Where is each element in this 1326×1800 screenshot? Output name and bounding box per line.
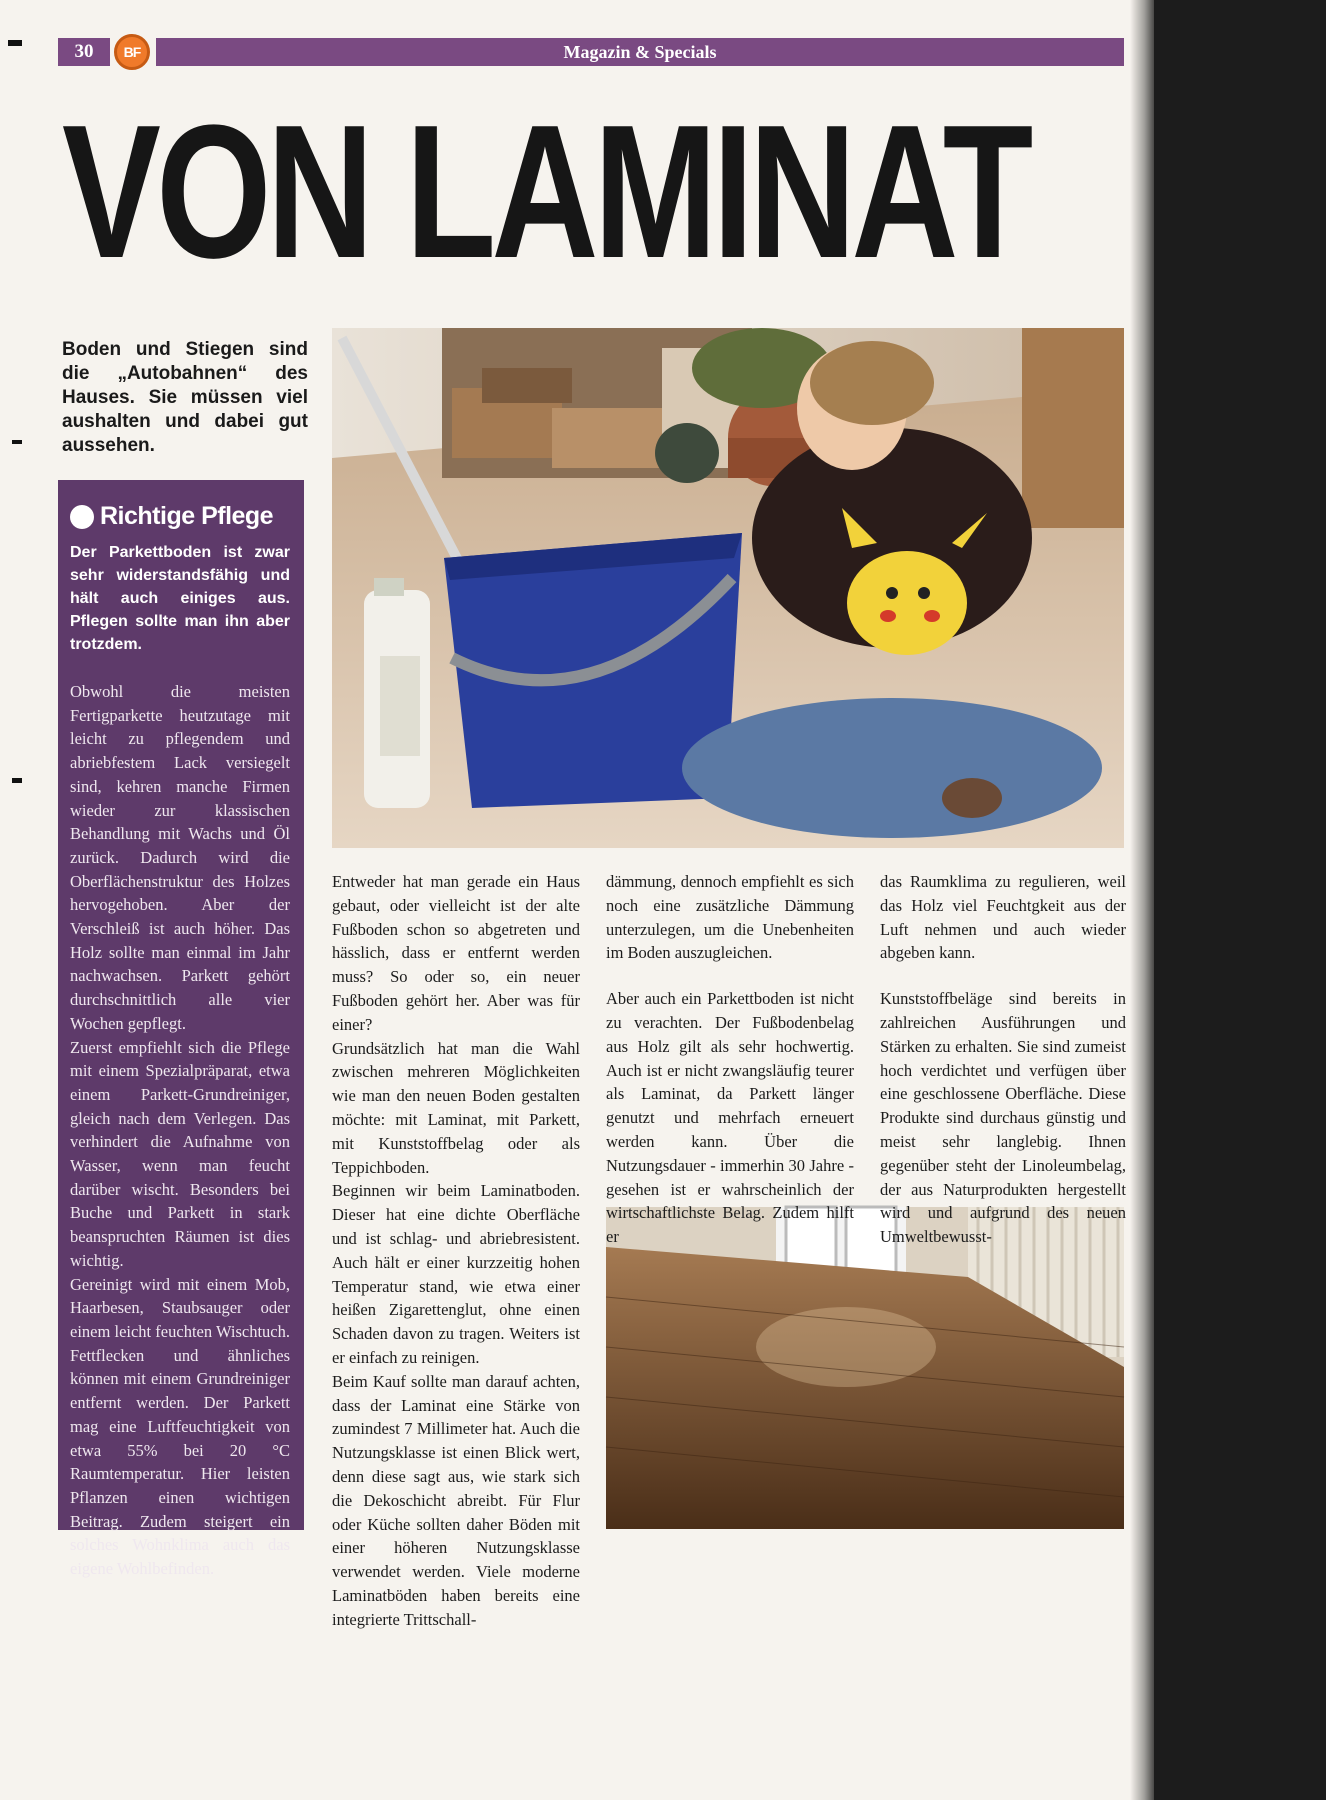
article-column-3	[880, 870, 1126, 1249]
sidebar-heading	[70, 502, 290, 531]
photo-child-with-bucket	[332, 328, 1124, 848]
page-gutter-shadow	[1130, 0, 1154, 1800]
article-paragraph: Grundsätzlich hat man die Wahl zwischen mehreren Möglichkeiten wie man den neuen Boden gestalten möchte: mit Laminat, mit Parkett, mit Kunststoffbelag oder als Teppichboden.	[332, 1038, 580, 1177]
sidebar-paragraph: Zuerst empfiehlt sich die Pflege mit einem Spezialpräparat, etwa einem Parkett-Grundreiniger, gleich nach dem Verlegen. Das verhindert die Aufnahme von Wasser, wenn man feucht darüber wischt. Besonders bei Buche und Parkett in stark beanspruchten Räumen ist dies wichtig.	[70, 1037, 290, 1270]
photo-parquet-floor-illustration	[606, 1207, 1124, 1529]
article-paragraph: das Raumklima zu regulieren, weil das Holz viel Feuchtgkeit aus der Luft nehmen und auch wieder abgeben kann.	[880, 872, 1126, 963]
article-paragraph: Beim Kauf sollte man darauf achten, dass der Laminat eine Stärke von zumindest 7 Millimeter hat. Auch die Nutzungsklasse ist einen Blick wert, denn diese sagt aus, wie stark sich die Dekoschicht abreibt. Für Flur oder Küche sollten daher Böden mit einer höheren Nutzungsklasse verwendet werden. Viele moderne Laminatböden haben bereits eine integrierte Trittschall-	[332, 1371, 580, 1629]
article-lead: Boden und Stiegen sind die „Autobahnen“ des Hauses. Sie müssen viel aushalten und dabei gut aussehen.	[62, 339, 308, 456]
bullet-icon	[70, 505, 94, 529]
sidebar-body	[70, 680, 290, 1581]
article-paragraph: dämmung, dennoch empfiehlt es sich noch eine zusätzliche Dämmung unterzulegen, um die Unebenheiten im Boden auszugleichen.	[606, 872, 854, 963]
photo-parquet-floor	[606, 1207, 1124, 1529]
article-paragraph: Kunststoffbeläge sind bereits in zahlreichen Ausführungen und Stärken zu erhalten. Sie sind zumeist hoch verdichtet und verfügen über eine geschlossene Oberfläche. Diese Produkte sind durchaus günstig und meist sehr langlebig. Ihnen gegenüber steht der Linoleumbelag, der aus Naturprodukten hergestellt wird und aufgrund des neuen Umweltbewusst-	[880, 989, 1126, 1247]
article-paragraph: Aber auch ein Parkettboden ist nicht zu verachten. Der Fußbodenbelag aus Holz gilt als sehr hochwertig. Auch ist er nicht zwangsläufig teurer als Laminat, da Parkett länger genutzt und mehrfach erneuert werden kann. Über die Nutzungsdauer - immerhin 30 Jahre - gesehen ist er wahrscheinlich der wirtschaftlichste Belag. Zudem hilft er	[606, 989, 854, 1247]
registration-mark	[8, 40, 22, 46]
sidebar-paragraph: Obwohl die meisten Fertigparkette heutzutage mit leicht zu pflegendem und abriebfestem Lack versiegelt sind, kehren manche Firmen wieder zur klassischen Behandlung mit Wachs und Öl zurück. Dadurch wird die Oberflächenstruktur des Holzes hervogehoben. Aber der Verschleiß ist auch höher. Das Holz sollte man einmal im Jahr nachwachsen. Parkett gehört durchschnittlich alle vier Wochen gepflegt.	[70, 682, 290, 1033]
magazine-logo-icon: BF	[114, 34, 150, 70]
registration-mark	[12, 440, 22, 444]
sidebar-box	[58, 480, 304, 1579]
registration-mark	[12, 778, 22, 783]
sidebar-lead: Der Parkettboden ist zwar sehr widerstandsfähig und hält auch einiges aus. Pflegen sollte man ihn aber trotzdem.	[70, 544, 290, 653]
page-number: 30	[58, 38, 110, 66]
headline: VON LAMINAT	[62, 86, 1029, 298]
article-paragraph: Entweder hat man gerade ein Haus gebaut, oder vielleicht ist der alte Fußboden schon so abgetreten und hässlich, dass er entfernt werden muss? So oder so, ein neuer Fußboden gehört her. Aber was für einer?	[332, 872, 580, 1034]
section-title: Magazin & Specials	[156, 38, 1124, 66]
sidebar-title: Richtige Pflege	[100, 502, 274, 530]
photo-child-with-bucket-illustration	[332, 328, 1124, 848]
sidebar-paragraph: Gereinigt wird mit einem Mob, Haarbesen, Staubsauger oder einem leicht feuchten Wischtuch. Fettflecken und ähnliches können mit einem Grundreiniger entfernt werden. Der Parkett mag eine Luftfeuchtigkeit von etwa 55% bei 20 °C Raumtemperatur. Hier leisten Pflanzen einen wichtigen Beitrag. Zudem steigert ein solches Wohnklima auch das eigene Wohlbefinden.	[70, 1274, 290, 1579]
article-column-2	[606, 870, 854, 1249]
article-paragraph: Beginnen wir beim Laminatboden. Dieser hat eine dichte Oberfläche und ist schlag- und abriebresistent. Auch hält er einer kurzzeitig hohen Temperatur stand, wie etwa einer heißen Zigarettenglut, ohne einen Schaden davon zu tragen. Weiters ist er einfach zu reinigen.	[332, 1181, 580, 1367]
article-column-1	[332, 870, 580, 1632]
